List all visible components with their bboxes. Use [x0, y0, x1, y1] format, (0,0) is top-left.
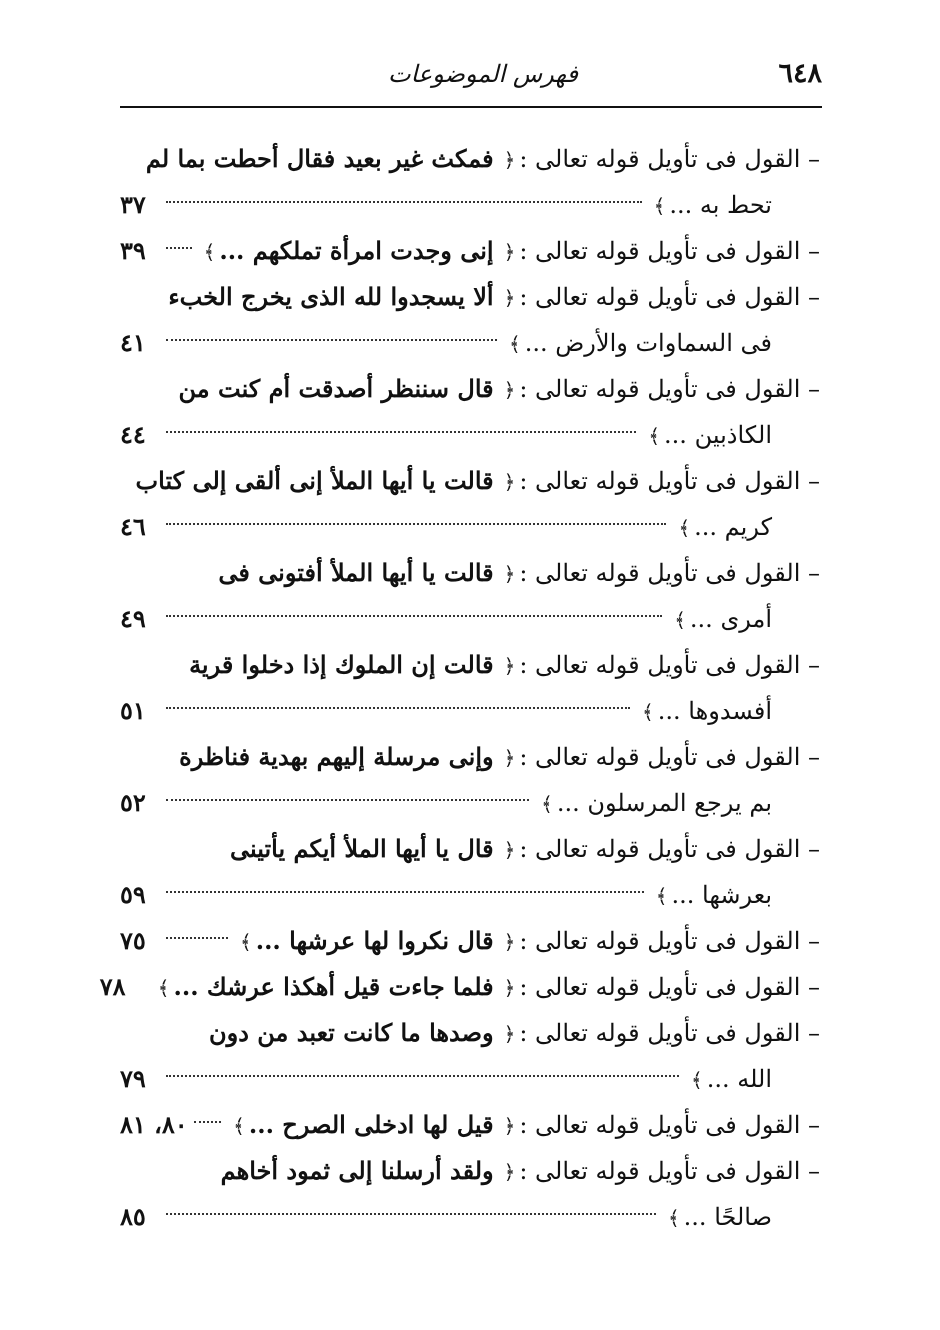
entry-page-number: ٨٥ — [120, 1202, 146, 1231]
ornament-close-bracket: ﴾ — [240, 930, 252, 954]
entry-verse-continuation: تحط به ... — [669, 191, 772, 219]
toc-entry-line — [120, 918, 820, 964]
ornament-open-bracket: ﴿ — [503, 1022, 516, 1046]
toc-entry-line — [120, 1010, 820, 1056]
entry-intro: – القول فى تأويل قوله تعالى : — [519, 927, 820, 955]
dot-leader — [166, 707, 630, 709]
entry-page-number: ٤٦ — [120, 512, 146, 541]
entry-verse: قال نكروا لها عرشها ... — [255, 926, 494, 955]
ornament-close-bracket: ﴾ — [674, 608, 686, 632]
ornament-close-bracket: ﴾ — [667, 1206, 680, 1230]
ornament-open-bracket: ﴿ — [503, 470, 516, 494]
entry-page-number: ٧٩ — [120, 1064, 146, 1093]
toc-entry-line — [120, 550, 820, 596]
entry-verse-continuation: صالحًا ... — [683, 1203, 772, 1231]
ornament-close-bracket: ﴾ — [678, 516, 691, 540]
running-title: فهرس الموضوعات — [388, 60, 578, 88]
entry-intro: – القول فى تأويل قوله تعالى : — [519, 283, 820, 311]
page-number: ٦٤٨ — [778, 58, 822, 89]
entry-verse: قيل لها ادخلى الصرح ... — [248, 1110, 494, 1139]
ornament-open-bracket: ﴿ — [503, 286, 516, 310]
entry-intro: – القول فى تأويل قوله تعالى : — [519, 559, 820, 587]
toc-entry-line — [120, 366, 820, 412]
ornament-close-bracket: ﴾ — [653, 194, 666, 218]
entry-verse-continuation: أفسدوها ... — [657, 697, 772, 725]
toc-entry-continuation — [120, 688, 820, 734]
header-rule — [120, 106, 822, 108]
toc-entry-line — [120, 136, 820, 182]
ornament-open-bracket: ﴿ — [503, 240, 516, 264]
dot-leader — [166, 937, 228, 939]
ornament-close-bracket: ﴾ — [690, 1068, 703, 1092]
entry-page-number: ٧٥ — [120, 926, 146, 955]
entry-verse: فلما جاءت قيل أهكذا عرشك ... — [173, 972, 494, 1001]
entry-intro: – القول فى تأويل قوله تعالى : — [519, 973, 820, 1001]
dot-leader — [166, 891, 644, 893]
dot-leader — [166, 431, 636, 433]
entry-page-number: ٤٤ — [120, 420, 146, 449]
toc-entry-continuation — [120, 596, 820, 642]
toc-entry-line — [120, 458, 820, 504]
table-of-contents — [99, 136, 820, 1240]
entry-intro: – القول فى تأويل قوله تعالى : — [519, 1157, 820, 1185]
ornament-close-bracket: ﴾ — [648, 424, 661, 448]
entry-verse-continuation: فى السماوات والأرض ... — [524, 329, 772, 357]
dot-leader — [166, 1213, 656, 1215]
ornament-open-bracket: ﴿ — [503, 378, 516, 402]
entry-page-number: ٤١ — [120, 328, 146, 357]
entry-verse-continuation: الله ... — [706, 1065, 772, 1093]
dot-leader — [166, 201, 642, 203]
ornament-open-bracket: ﴿ — [503, 746, 516, 770]
entry-verse: ولقد أرسلنا إلى ثمود أخاهم — [220, 1156, 494, 1185]
toc-entry-continuation — [120, 504, 820, 550]
toc-entry-line — [120, 274, 820, 320]
toc-entry-continuation — [120, 780, 820, 826]
toc-entry-continuation — [120, 872, 820, 918]
entry-page-number: ٥٢ — [120, 788, 146, 817]
toc-entry-line — [99, 964, 820, 1010]
entry-verse: قالت إن الملوك إذا دخلوا قرية — [189, 650, 494, 679]
entry-verse: وإنى مرسلة إليهم بهدية فناظرة — [179, 742, 494, 771]
entry-verse: قال سننظر أصدقت أم كنت من — [178, 374, 494, 403]
entry-intro: – القول فى تأويل قوله تعالى : — [519, 1111, 820, 1139]
entry-verse-continuation: كريم ... — [694, 513, 772, 541]
ornament-open-bracket: ﴿ — [503, 148, 516, 172]
entry-page-number: ٥١ — [120, 696, 146, 725]
entry-page-number: ٧٨ — [99, 972, 126, 1001]
toc-entry-continuation — [120, 412, 820, 458]
dot-leader — [166, 799, 529, 801]
entry-page-number: ٣٩ — [120, 236, 146, 265]
toc-entry-continuation — [120, 182, 820, 228]
ornament-close-bracket: ﴾ — [655, 884, 668, 908]
entry-intro: – القول فى تأويل قوله تعالى : — [519, 467, 820, 495]
toc-entry-line — [120, 228, 820, 274]
entry-verse: إنى وجدت امرأة تملكهم ... — [219, 236, 494, 265]
toc-entry-line — [120, 1148, 820, 1194]
entry-intro: – القول فى تأويل قوله تعالى : — [519, 237, 820, 265]
ornament-close-bracket: ﴾ — [509, 332, 521, 356]
entry-page-number: ٣٧ — [120, 190, 146, 219]
entry-verse: قالت يا أيها الملأ إنى ألقى إلى كتاب — [135, 466, 494, 495]
toc-entry-continuation — [120, 320, 820, 366]
toc-entry-line — [120, 642, 820, 688]
toc-entry-line — [120, 826, 820, 872]
entry-verse: قالت يا أيها الملأ أفتونى فى — [218, 558, 494, 587]
ornament-open-bracket: ﴿ — [503, 1114, 516, 1138]
ornament-open-bracket: ﴿ — [503, 562, 516, 586]
entry-page-number: ٥٩ — [120, 880, 146, 909]
entry-verse: ألا يسجدوا لله الذى يخرج الخبء — [168, 282, 494, 311]
dot-leader — [166, 247, 192, 249]
toc-entry-line — [120, 734, 820, 780]
entry-intro: – القول فى تأويل قوله تعالى : — [519, 375, 820, 403]
page-header — [120, 52, 822, 100]
entry-verse-continuation: أمرى ... — [689, 605, 772, 633]
entry-intro: – القول فى تأويل قوله تعالى : — [519, 743, 820, 771]
entry-page-number: ٨٠، ٨١ — [120, 1110, 188, 1139]
entry-page-number: ٤٩ — [120, 604, 146, 633]
ornament-close-bracket: ﴾ — [203, 240, 216, 264]
ornament-close-bracket: ﴾ — [233, 1114, 245, 1138]
dot-leader — [166, 523, 666, 525]
entry-intro: – القول فى تأويل قوله تعالى : — [519, 1019, 820, 1047]
ornament-close-bracket: ﴾ — [541, 792, 553, 816]
entry-verse: فمكث غير بعيد فقال أحطت بما لم — [145, 144, 494, 173]
entry-verse: قال يا أيها الملأ أيكم يأتينى — [229, 834, 494, 863]
dot-leader — [166, 1075, 679, 1077]
toc-entry-line — [120, 1102, 820, 1148]
entry-verse-continuation: الكاذبين ... — [664, 421, 772, 449]
entry-verse: وصدها ما كانت تعبد من دون — [209, 1018, 494, 1047]
ornament-open-bracket: ﴿ — [503, 654, 516, 678]
entry-intro: – القول فى تأويل قوله تعالى : — [519, 651, 820, 679]
dot-leader — [194, 1121, 221, 1123]
toc-entry-continuation — [120, 1194, 820, 1240]
ornament-open-bracket: ﴿ — [503, 976, 516, 1000]
entry-intro: – القول فى تأويل قوله تعالى : — [519, 145, 820, 173]
dot-leader — [166, 615, 662, 617]
entry-intro: – القول فى تأويل قوله تعالى : — [519, 835, 820, 863]
ornament-open-bracket: ﴿ — [503, 838, 516, 862]
entry-verse-continuation: بم يرجع المرسلون ... — [556, 789, 772, 817]
ornament-open-bracket: ﴿ — [503, 1160, 516, 1184]
toc-entry-continuation — [120, 1056, 820, 1102]
dot-leader — [166, 339, 497, 341]
ornament-close-bracket: ﴾ — [157, 976, 170, 1000]
ornament-open-bracket: ﴿ — [503, 930, 516, 954]
ornament-close-bracket: ﴾ — [642, 700, 654, 724]
entry-verse-continuation: بعرشها ... — [671, 881, 772, 909]
